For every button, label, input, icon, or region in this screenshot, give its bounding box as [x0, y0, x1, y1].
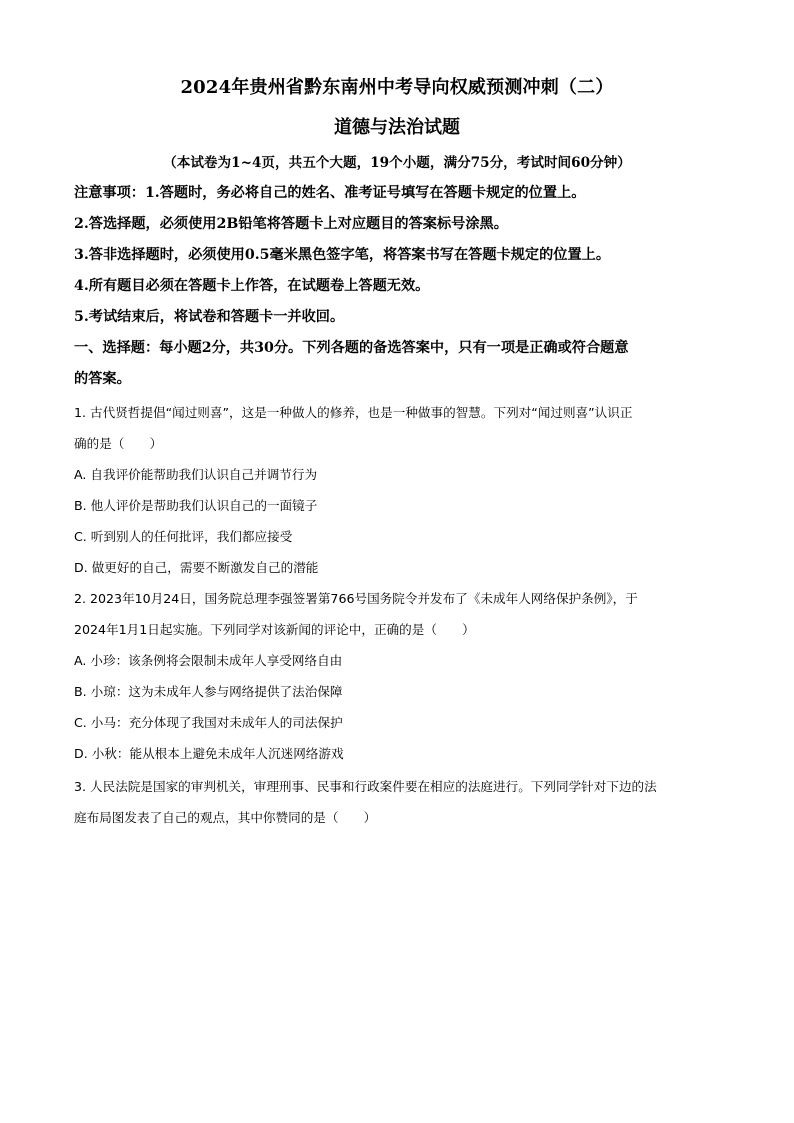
section-heading: 一、选择题：每小题2分，共30分。下列各题的备选答案中，只有一项是正确或符合题意 — [74, 340, 629, 356]
question-1-option-d: D. 做更好的自己，需要不断激发自己的潜能 — [74, 560, 319, 575]
question-2-option-d: D. 小秋：能从根本上避免未成年人沉迷网络游戏 — [74, 746, 344, 761]
question-1-stem-cont: 确的是（ ） — [74, 436, 163, 451]
question-2-option-b: B. 小琼：这为未成年人参与网络提供了法治保障 — [74, 684, 343, 699]
exam-subtitle: 道德与法治试题 — [334, 117, 460, 138]
note-2: 2.答选择题，必须使用2B铅笔将答题卡上对应题目的答案标号涂黑。 — [74, 216, 508, 232]
exam-info: （本试卷为1~4页，共五个大题，19个小题，满分75分，考试时间60分钟） — [163, 155, 631, 171]
question-1-option-b: B. 他人评价是帮助我们认识自己的一面镜子 — [74, 498, 318, 513]
question-1-stem: 1. 古代贤哲提倡“闻过则喜”，这是一种做人的修养，也是一种做事的智慧。下列对“闻过则喜”认识正 — [74, 405, 633, 420]
note-1: 注意事项：1.答题时，务必将自己的姓名、准考证号填写在答题卡规定的位置上。 — [74, 185, 586, 201]
section-heading-cont: 的答案。 — [74, 371, 131, 387]
question-2-option-a: A. 小珍：该条例将会限制未成年人享受网络自由 — [74, 653, 343, 668]
note-3: 3.答非选择题时，必须使用0.5毫米黑色签字笔，将答案书写在答题卡规定的位置上。 — [74, 247, 611, 263]
question-2-option-c: C. 小马：充分体现了我国对未成年人的司法保护 — [74, 715, 343, 730]
note-4: 4.所有题目必须在答题卡上作答，在试题卷上答题无效。 — [74, 278, 430, 294]
question-1-option-a: A. 自我评价能帮助我们认识自己并调节行为 — [74, 467, 318, 482]
question-3-stem-cont: 庭布局图发表了自己的观点，其中你赞同的是（ ） — [74, 810, 377, 825]
question-1-option-c: C. 听到别人的任何批评，我们都应接受 — [74, 529, 293, 544]
question-2-stem-cont: 2024年1月1日起实施。下列同学对该新闻的评论中，正确的是（ ） — [74, 622, 475, 637]
note-5: 5.考试结束后，将试卷和答题卡一并收回。 — [74, 309, 345, 325]
question-2-stem: 2. 2023年10月24日，国务院总理李强签署第766号国务院令并发布了《未成年人网络保护条例》，于 — [74, 591, 638, 606]
exam-title: 2024年贵州省黔东南州中考导向权威预测冲刺（二） — [180, 77, 614, 98]
question-3-stem: 3. 人民法院是国家的审判机关，审理刑事、民事和行政案件要在相应的法庭进行。下列同学针对下边的法 — [74, 779, 657, 794]
